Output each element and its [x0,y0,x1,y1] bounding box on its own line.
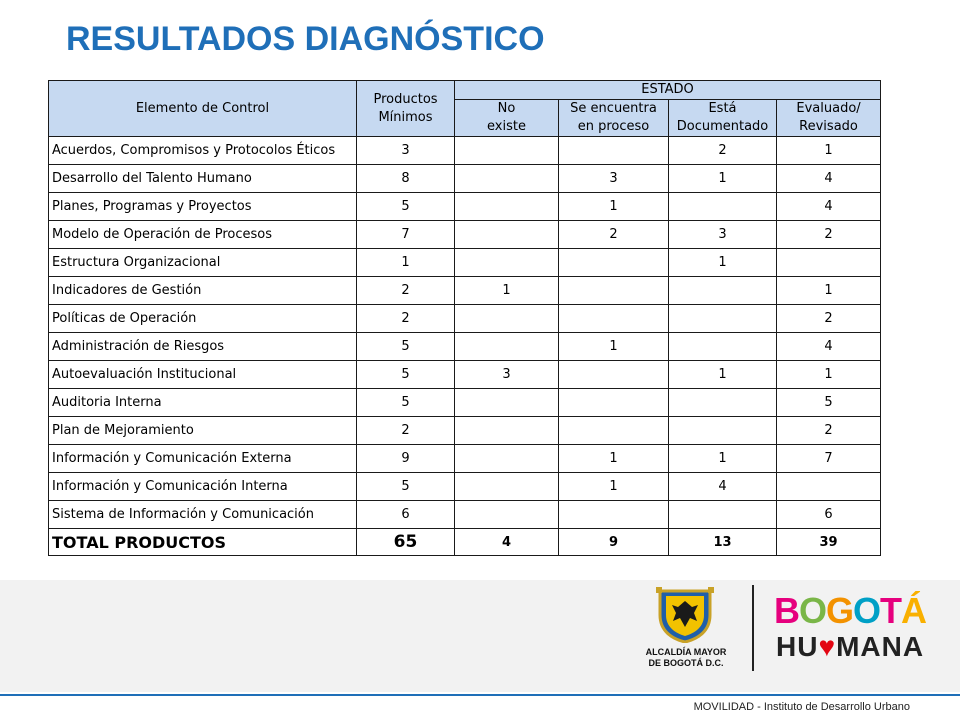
row-evaluado: 1 [777,277,881,305]
row-evaluado [777,473,881,501]
header-no-existe [455,100,559,137]
table-row [49,137,881,165]
row-en-proceso: 2 [559,221,669,249]
table-row [49,165,881,193]
header-productos [357,81,455,137]
row-documentado: 1 [669,445,777,473]
bogota-logo [774,590,927,631]
header-evaluado-line2: Revisado [799,119,858,134]
row-documentado: 1 [669,165,777,193]
table-body [49,137,881,556]
table-row [49,501,881,529]
alcaldia-line1: ALCALDÍA MAYOR [645,647,727,657]
row-elemento: Estructura Organizacional [49,249,357,277]
logo-divider [752,585,754,671]
row-documentado [669,305,777,333]
row-minimos: 2 [357,417,455,445]
row-elemento: Información y Comunicación Externa [49,445,357,473]
table-row [49,417,881,445]
total-minimos: 65 [357,529,455,556]
bogota-letter: G [826,590,854,631]
row-en-proceso: 1 [559,193,669,221]
row-minimos: 5 [357,333,455,361]
row-documentado [669,333,777,361]
table-row [49,305,881,333]
row-documentado: 4 [669,473,777,501]
row-no-existe: 1 [455,277,559,305]
row-minimos: 5 [357,361,455,389]
header-productos-line2: Mínimos [378,109,433,125]
header-evaluado-line1: Evaluado/ [796,101,861,116]
row-en-proceso [559,361,669,389]
row-no-existe [455,249,559,277]
row-no-existe [455,305,559,333]
row-no-existe [455,473,559,501]
page-title: RESULTADOS DIAGNÓSTICO [66,20,545,58]
row-en-proceso: 1 [559,473,669,501]
row-no-existe [455,501,559,529]
table-row [49,193,881,221]
row-minimos: 2 [357,277,455,305]
row-en-proceso [559,137,669,165]
row-no-existe [455,137,559,165]
row-no-existe [455,389,559,417]
row-documentado [669,193,777,221]
row-evaluado: 4 [777,333,881,361]
header-productos-line1: Productos [373,91,438,107]
row-en-proceso [559,417,669,445]
header-estado: ESTADO [455,81,881,100]
row-elemento: Administración de Riesgos [49,333,357,361]
total-label: TOTAL PRODUCTOS [49,529,357,556]
row-en-proceso [559,249,669,277]
table-row [49,445,881,473]
total-en-proceso: 9 [559,529,669,556]
row-evaluado: 5 [777,389,881,417]
row-en-proceso: 1 [559,445,669,473]
table-row [49,221,881,249]
row-minimos: 9 [357,445,455,473]
row-documentado [669,389,777,417]
humana-logo [776,631,925,662]
row-elemento: Desarrollo del Talento Humano [49,165,357,193]
row-elemento: Información y Comunicación Interna [49,473,357,501]
row-evaluado: 2 [777,305,881,333]
diagnostic-table [48,80,881,556]
row-elemento: Planes, Programas y Proyectos [49,193,357,221]
table-row [49,333,881,361]
header-en-proceso [559,100,669,137]
footer-text: MOVILIDAD - Instituto de Desarrollo Urbano [693,701,910,713]
total-row [49,529,881,556]
row-en-proceso: 3 [559,165,669,193]
alcaldia-label [630,647,742,669]
header-documentado-line1: Está [708,101,737,116]
header-documentado-line2: Documentado [676,119,769,134]
row-evaluado: 1 [777,361,881,389]
row-evaluado: 4 [777,193,881,221]
bogota-letter: T [880,590,902,631]
row-en-proceso [559,277,669,305]
row-documentado: 3 [669,221,777,249]
row-documentado [669,417,777,445]
row-evaluado: 2 [777,417,881,445]
row-elemento: Sistema de Información y Comunicación [49,501,357,529]
row-no-existe [455,445,559,473]
row-minimos: 1 [357,249,455,277]
row-minimos: 5 [357,473,455,501]
bogota-letter: B [774,590,799,631]
humana-heart-icon: ♥ [818,631,837,662]
row-elemento: Políticas de Operación [49,305,357,333]
header-en-proceso-line2: en proceso [577,119,650,134]
row-minimos: 7 [357,221,455,249]
row-no-existe [455,333,559,361]
row-documentado: 2 [669,137,777,165]
row-no-existe [455,417,559,445]
header-elemento: Elemento de Control [49,81,357,137]
row-documentado [669,277,777,305]
header-no-existe-line1: No [497,101,516,116]
alcaldia-line2: DE BOGOTÁ D.C. [648,658,724,668]
row-documentado [669,501,777,529]
table-row [49,361,881,389]
row-minimos: 3 [357,137,455,165]
bogota-letter: O [853,590,881,631]
bogota-letter: Á [901,590,927,631]
bogota-letter: O [799,590,827,631]
humana-part1: HU [776,631,819,662]
total-documentado: 13 [669,529,777,556]
row-no-existe: 3 [455,361,559,389]
row-minimos: 8 [357,165,455,193]
row-no-existe [455,221,559,249]
row-elemento: Modelo de Operación de Procesos [49,221,357,249]
row-minimos: 6 [357,501,455,529]
row-evaluado: 1 [777,137,881,165]
row-elemento: Autoevaluación Institucional [49,361,357,389]
header-en-proceso-line1: Se encuentra [570,101,657,116]
bogota-coat-of-arms-icon [652,585,718,643]
row-evaluado: 7 [777,445,881,473]
humana-part2: MANA [836,631,925,662]
row-en-proceso: 1 [559,333,669,361]
table-row [49,389,881,417]
row-minimos: 5 [357,193,455,221]
total-evaluado: 39 [777,529,881,556]
row-elemento: Plan de Mejoramiento [49,417,357,445]
row-minimos: 5 [357,389,455,417]
table-row [49,277,881,305]
footer-divider [0,694,960,696]
row-evaluado [777,249,881,277]
header-evaluado [777,100,881,137]
row-en-proceso [559,305,669,333]
row-elemento: Acuerdos, Compromisos y Protocolos Éticos [49,137,357,165]
table-row [49,473,881,501]
row-en-proceso [559,389,669,417]
row-elemento: Auditoria Interna [49,389,357,417]
row-en-proceso [559,501,669,529]
row-no-existe [455,165,559,193]
row-documentado: 1 [669,249,777,277]
row-documentado: 1 [669,361,777,389]
row-minimos: 2 [357,305,455,333]
row-elemento: Indicadores de Gestión [49,277,357,305]
header-no-existe-line2: existe [487,119,526,134]
header-documentado [669,100,777,137]
table-row [49,249,881,277]
row-evaluado: 6 [777,501,881,529]
row-no-existe [455,193,559,221]
total-no-existe: 4 [455,529,559,556]
row-evaluado: 4 [777,165,881,193]
row-evaluado: 2 [777,221,881,249]
